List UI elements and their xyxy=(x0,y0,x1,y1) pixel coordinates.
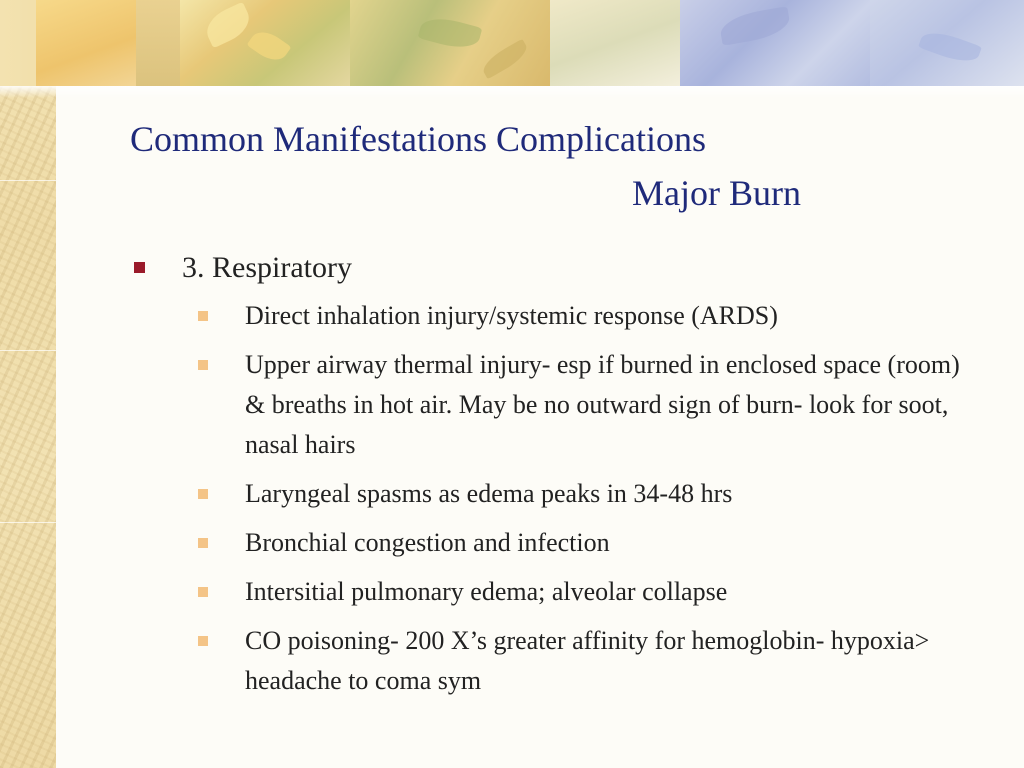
bullet-text: Upper airway thermal injury- esp if burned in enclosed space (room) & breaths in hot air. May be no outward sign of burn- look for soot, nasal hairs xyxy=(245,350,960,459)
bullet-level-1 xyxy=(130,248,970,288)
top-decorative-banner xyxy=(0,0,1024,86)
left-decorative-strip xyxy=(0,0,56,768)
square-bullet-icon xyxy=(198,360,208,370)
banner-tile xyxy=(36,0,136,86)
square-bullet-icon xyxy=(198,636,208,646)
bullet-level-2 xyxy=(130,474,970,514)
bullet-level-2 xyxy=(130,572,970,612)
bullet-text: CO poisoning- 200 X’s greater affinity for hemoglobin- hypoxia> headache to coma sym xyxy=(245,626,930,695)
bullet-level-2 xyxy=(130,296,970,336)
slide-title xyxy=(130,112,890,220)
bullet-level-2 xyxy=(130,345,970,465)
banner-tile xyxy=(136,0,180,86)
square-bullet-icon xyxy=(198,587,208,597)
square-bullet-icon xyxy=(134,262,145,273)
bullet-text: Intersitial pulmonary edema; alveolar collapse xyxy=(245,577,728,606)
bullet-level-2 xyxy=(130,621,970,701)
slide-title-line-2: Major Burn xyxy=(632,173,801,213)
square-bullet-icon xyxy=(198,311,208,321)
square-bullet-icon xyxy=(198,489,208,499)
square-bullet-icon xyxy=(198,538,208,548)
slide-title-line-1: Common Manifestations Complications xyxy=(130,119,706,159)
bullet-text: Direct inhalation injury/systemic response (ARDS) xyxy=(245,301,778,330)
slide-body xyxy=(130,248,970,710)
bullet-level-2 xyxy=(130,523,970,563)
bullet-text: Bronchial congestion and infection xyxy=(245,528,610,557)
banner-fade xyxy=(0,86,1024,98)
banner-tile xyxy=(550,0,680,86)
bullet-text: 3. Respiratory xyxy=(182,251,352,284)
strip-seam xyxy=(0,180,56,181)
bullet-text: Laryngeal spasms as edema peaks in 34-48 hrs xyxy=(245,479,733,508)
strip-seam xyxy=(0,522,56,523)
strip-seam xyxy=(0,350,56,351)
